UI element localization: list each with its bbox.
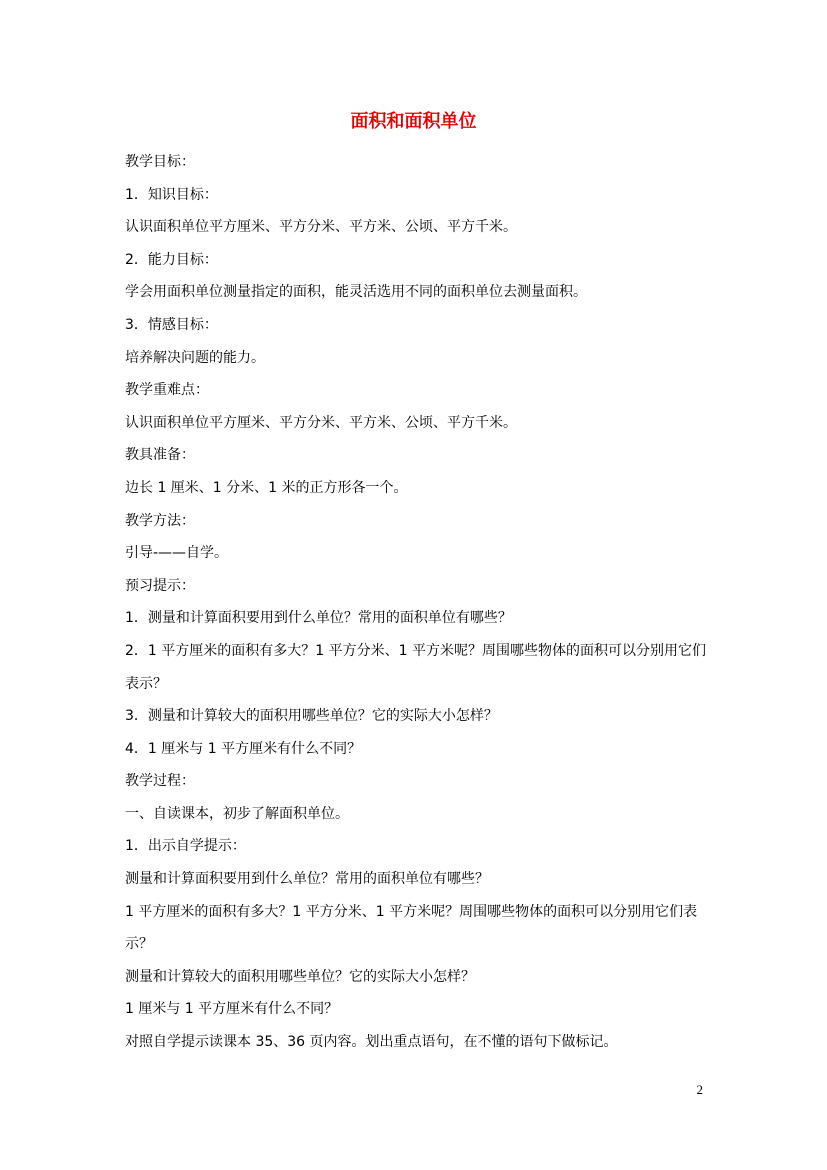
text-line: 引导-——自学。 — [125, 545, 229, 562]
text-line: 测量和计算较大的面积用哪些单位？它的实际大小怎样？ — [125, 968, 475, 985]
text-line: 教学重难点： — [125, 382, 209, 399]
text-paragraph: 2．1 平方厘米的面积有多大？1 平方分米、1 平方米呢？周围哪些物体的面积可以分别用它们表示？ — [125, 642, 706, 692]
text-line: 教学方法： — [125, 512, 195, 529]
text-paragraph: 1 平方厘米的面积有多大？1 平方分米、1 平方米呢？周围哪些物体的面积可以分别用它们表示？ — [125, 903, 698, 953]
text-line: 4．1 厘米与 1 平方厘米有什么不同？ — [125, 740, 362, 757]
text-line: 预习提示： — [125, 577, 195, 594]
text-line: 认识面积单位平方厘米、平方分米、平方米、公顷、平方千米。 — [125, 414, 517, 431]
text-line: 3．测量和计算较大的面积用哪些单位？它的实际大小怎样？ — [125, 708, 498, 725]
text-line: 一、自读课本，初步了解面积单位。 — [125, 805, 349, 822]
page-number: 2 — [696, 1082, 703, 1097]
text-line: 1 厘米与 1 平方厘米有什么不同？ — [125, 1001, 339, 1018]
text-line: 培养解决问题的能力。 — [125, 349, 265, 366]
text-line: 认识面积单位平方厘米、平方分米、平方米、公顷、平方千米。 — [125, 219, 517, 236]
text-line: 学会用面积单位测量指定的面积，能灵活选用不同的面积单位去测量面积。 — [125, 284, 587, 301]
text-line: 测量和计算面积要用到什么单位？常用的面积单位有哪些？ — [125, 871, 489, 888]
text-line: 教学目标： — [125, 154, 195, 170]
text-line: 1．知识目标： — [125, 186, 218, 203]
text-line: 1．出示自学提示： — [125, 838, 246, 855]
text-line: 教具准备： — [125, 447, 195, 464]
text-line: 边长 1 厘米、1 分米、1 米的正方形各一个。 — [125, 479, 408, 496]
text-line: 对照自学提示读课本 35、36 页内容。划出重点语句，在不懂的语句下做标记。 — [125, 1034, 618, 1051]
text-line: 教学过程： — [125, 773, 195, 790]
text-line: 1．测量和计算面积要用到什么单位？常用的面积单位有哪些？ — [125, 610, 512, 627]
document-body — [125, 146, 710, 1059]
text-line: 3．情感目标： — [125, 316, 218, 333]
document-title: 面积和面积单位 — [350, 111, 477, 132]
text-line: 2．能力目标： — [125, 251, 218, 268]
